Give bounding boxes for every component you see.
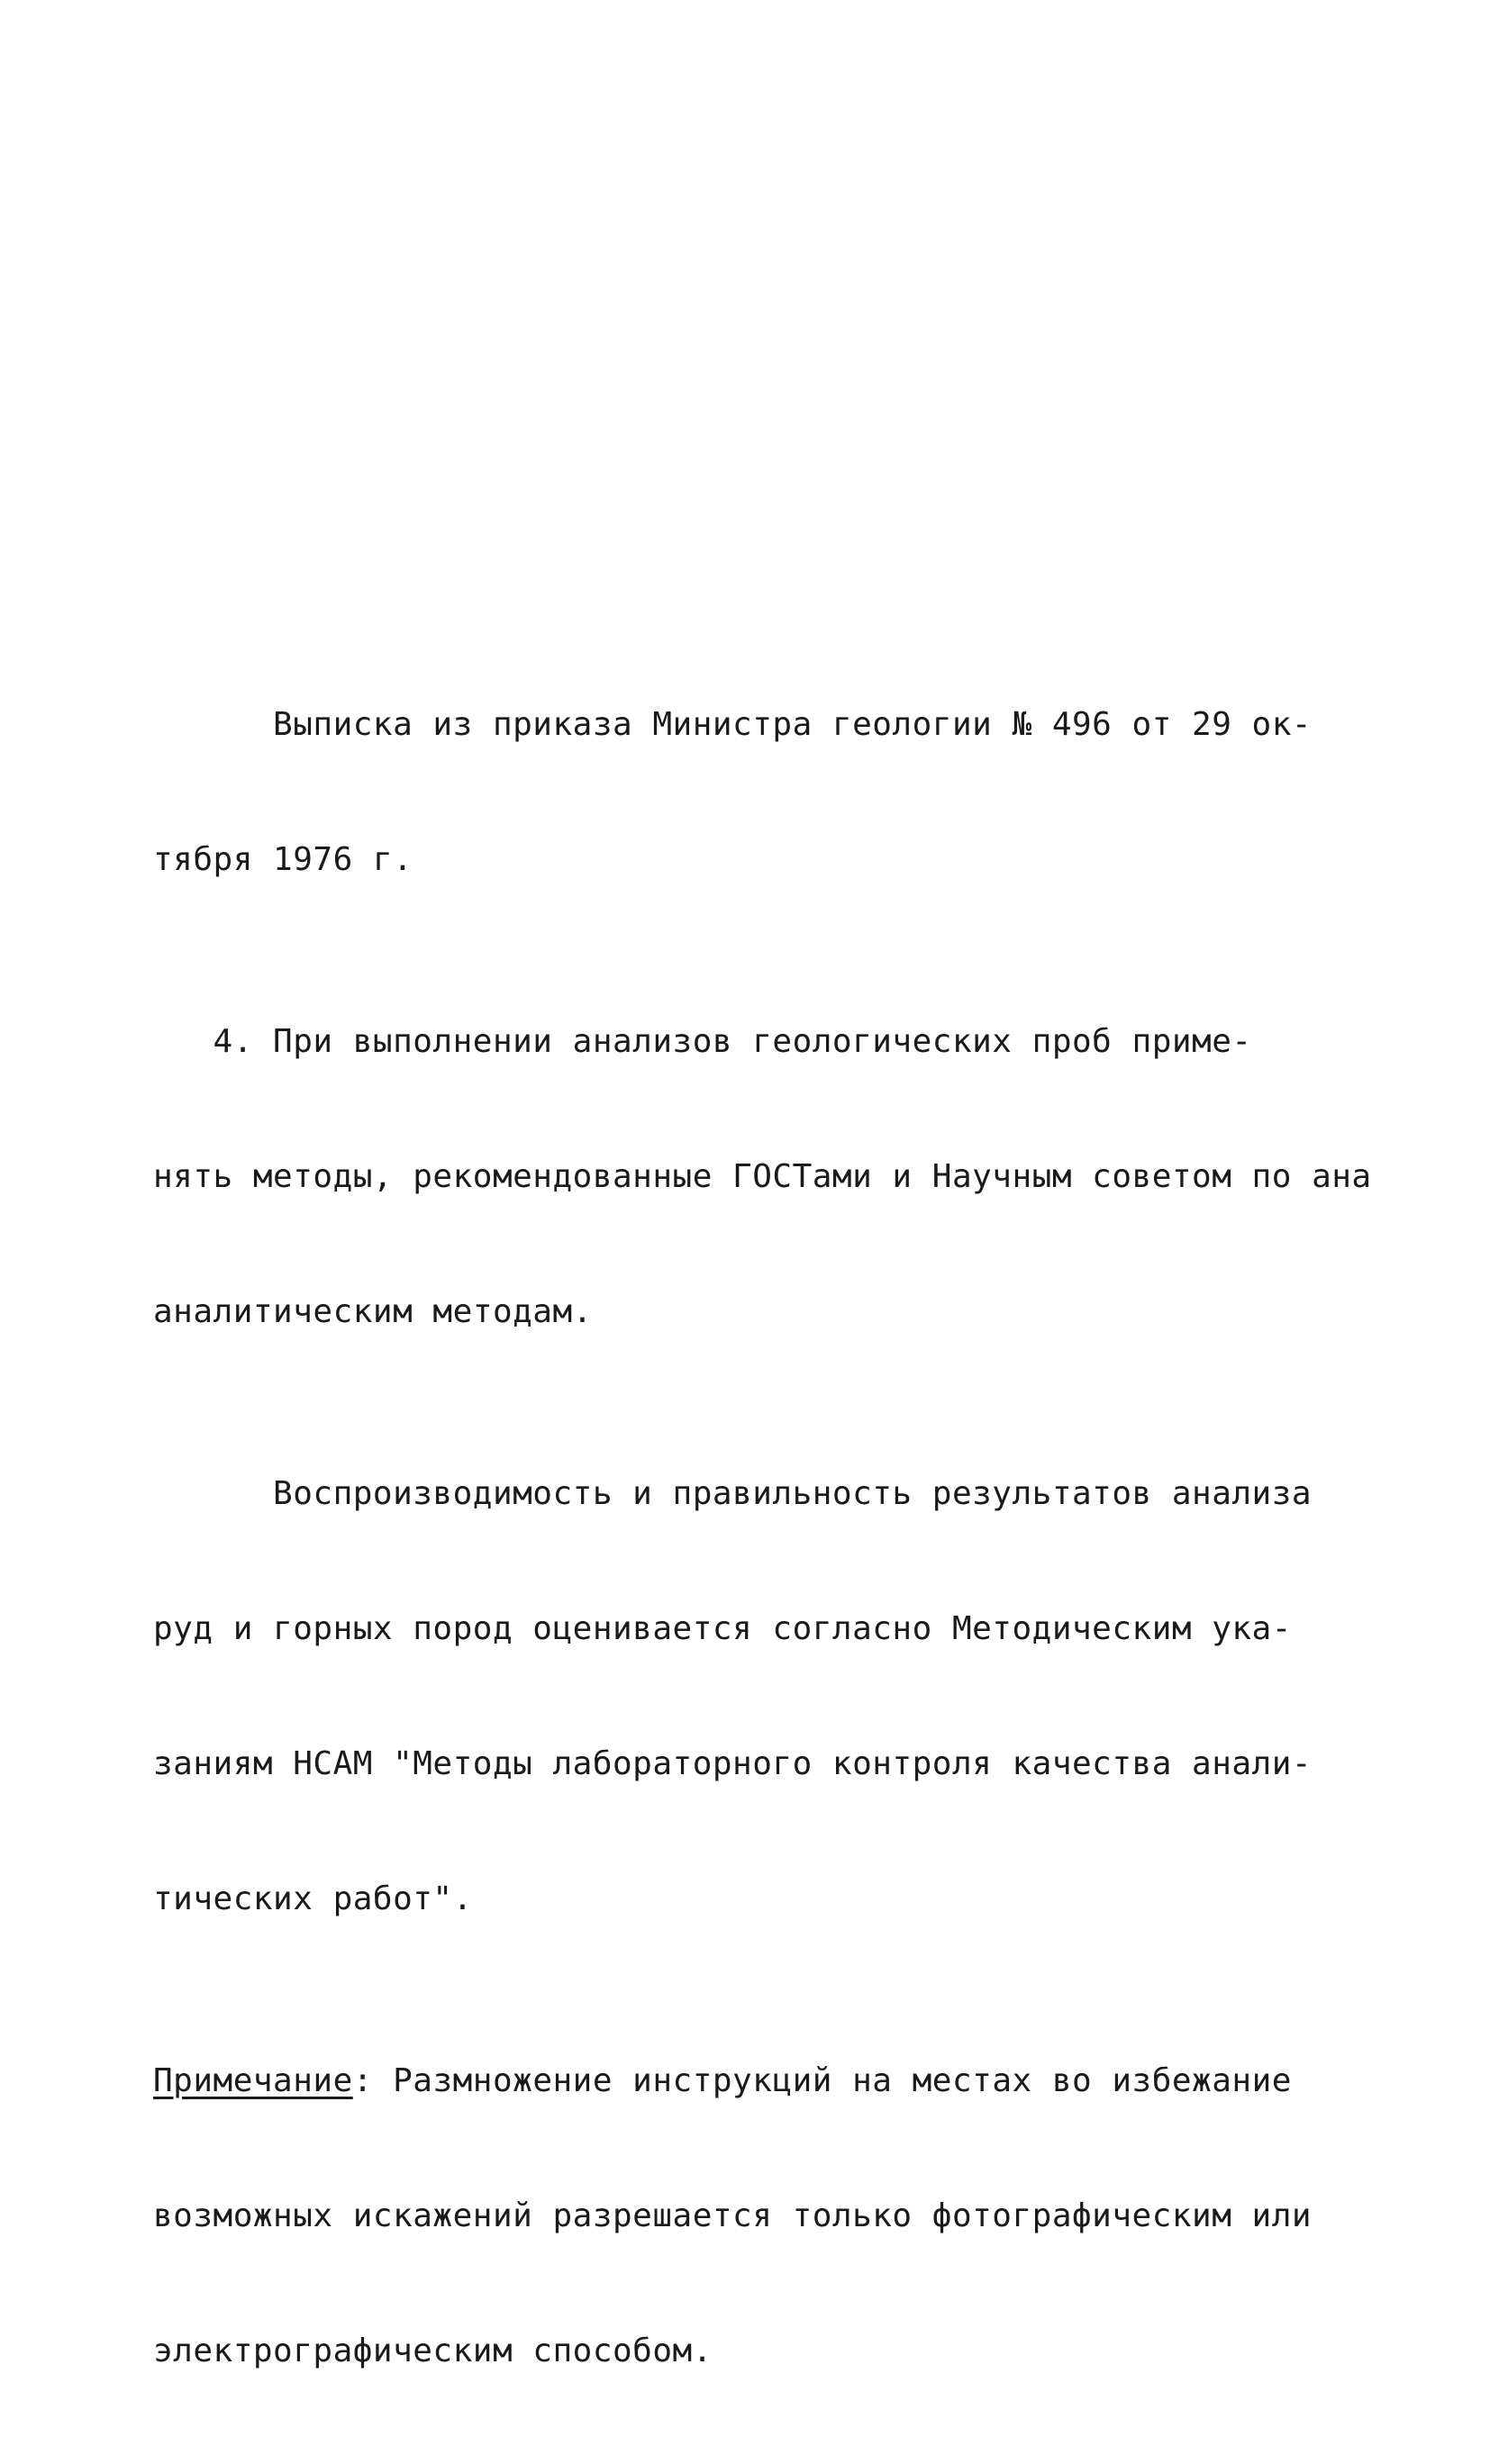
note-label: Примечание: [153, 2062, 353, 2099]
reproducibility-line-2: руд и горных пород оценивается согласно Методическим ука-: [153, 1610, 1292, 1647]
reproducibility-line-1: Воспроизводимость и правильность результатов анализа: [153, 1475, 1313, 1512]
note-line-2: возможных искажений разрешается только фотографическим или: [153, 2197, 1313, 2234]
note-line-1: [153, 2059, 1342, 2104]
note-line-3: электрографическим способом.: [153, 2333, 713, 2369]
note-line-1-rest: : Размножение инструкций на местах во избежание: [352, 2062, 1292, 2099]
document-body: [153, 612, 1372, 2464]
extract-line-1: Выписка из приказа Министра геологии № 496 от 29 ок-: [153, 706, 1313, 743]
item4-line-2: нять методы, рекомендованные ГОСТами и Научным советом по ана: [153, 1158, 1372, 1195]
item4-line-3: аналитическим методам.: [153, 1293, 593, 1330]
item4-line-1: 4. При выполнении анализов геологических проб приме-: [153, 1023, 1252, 1060]
reproducibility-line-4: тических работ".: [153, 1880, 473, 1917]
reproducibility-line-3: заниям НСАМ "Методы лабораторного контроля качества анали-: [153, 1745, 1313, 1782]
extract-line-2: тября 1976 г.: [153, 841, 413, 878]
